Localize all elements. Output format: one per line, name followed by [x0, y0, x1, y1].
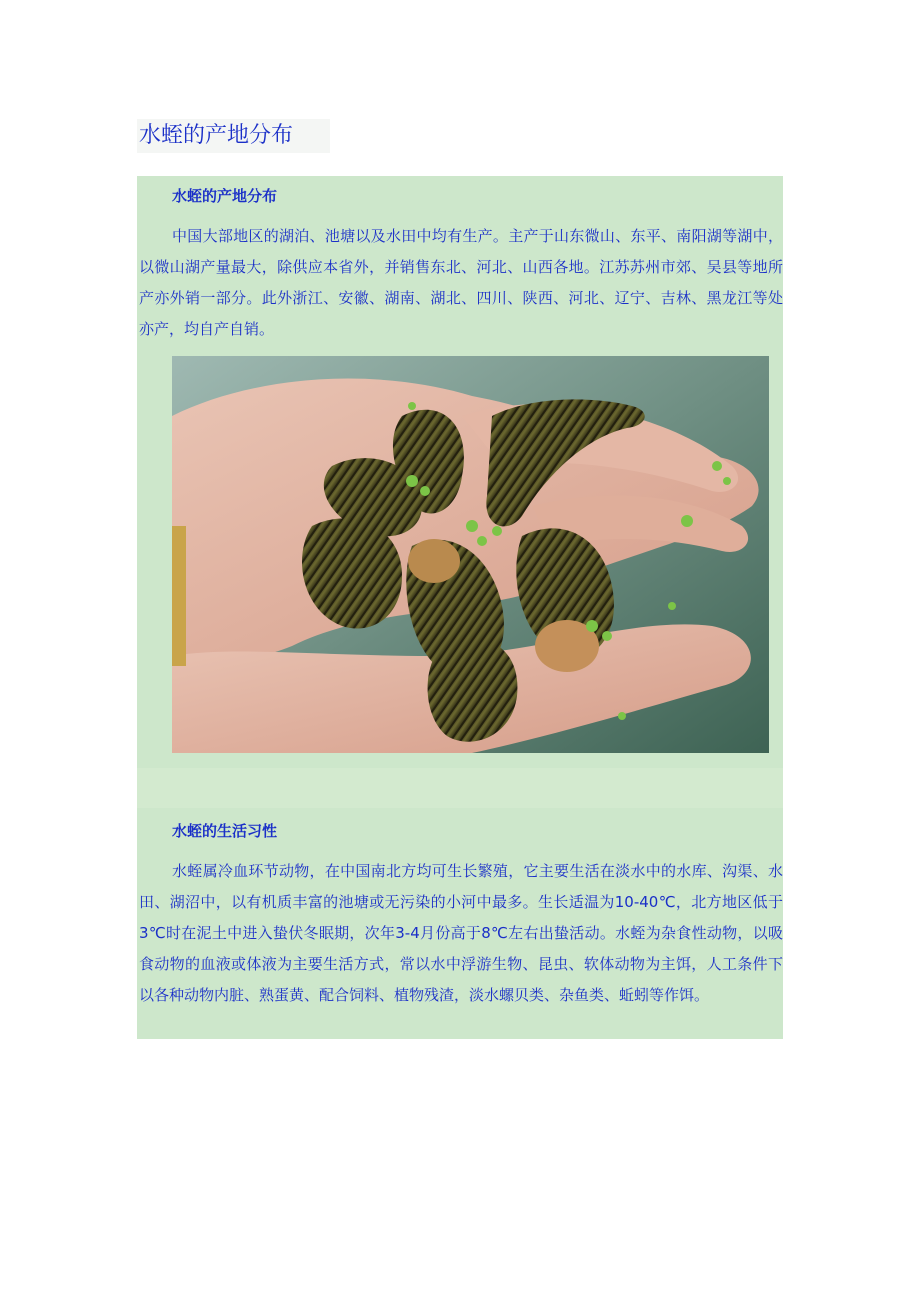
- habits-text-2: ，北方地区低于: [675, 893, 783, 911]
- divider-band: [137, 768, 783, 808]
- months-value: 3-4: [395, 924, 420, 942]
- habits-text-1: 水蛭属冷血环节动物，在中国南北方均可生长繁殖，它主要生活在淡水中的水库、沟渠、水田、湖沼中，以有机质丰富的池塘或无污染的小河中最多。生长适温为: [139, 862, 783, 911]
- habits-text-4: 月份高于: [419, 924, 482, 942]
- page-title: 水蛭的产地分布: [137, 119, 330, 153]
- temperature-range: 10-40℃: [614, 893, 676, 911]
- content-block: [137, 176, 783, 1039]
- temperature-high: 8℃: [481, 924, 509, 942]
- habits-text-3: 时在泥土中进入蛰伏冬眠期，次年: [165, 924, 396, 942]
- temperature-low: 3℃: [139, 924, 166, 942]
- section-heading-origin: 水蛭的产地分布: [172, 187, 278, 205]
- bracelet: [172, 526, 186, 666]
- origin-paragraph: 中国大部地区的湖泊、池塘以及水田中均有生产。主产于山东微山、东平、南阳湖等湖中，以微山湖产量最大，除供应本省外，并销售东北、河北、山西各地。江苏苏州市郊、吴县等地所产亦外销一部分。此外浙江、安徽、湖南、湖北、四川、陕西、河北、辽宁、吉林、黑龙江等处亦产，均自产自销。: [139, 227, 783, 338]
- section-heading-habits: 水蛭的生活习性: [172, 822, 278, 840]
- leech-photo: [172, 356, 769, 753]
- habits-text-5: 左右出蛰活动。水蛭为杂食性动物，以吸食动物的血液或体液为主要生活方式，常以水中浮游生物、昆虫、软体动物为主饵，人工条件下以各种动物内脏、熟蛋黄、配合饲料、植物残渣，淡水螺贝类、杂鱼类、蚯蚓等作饵。: [139, 924, 783, 1004]
- leech-underside-1: [408, 539, 460, 583]
- habits-paragraph: [139, 856, 783, 1011]
